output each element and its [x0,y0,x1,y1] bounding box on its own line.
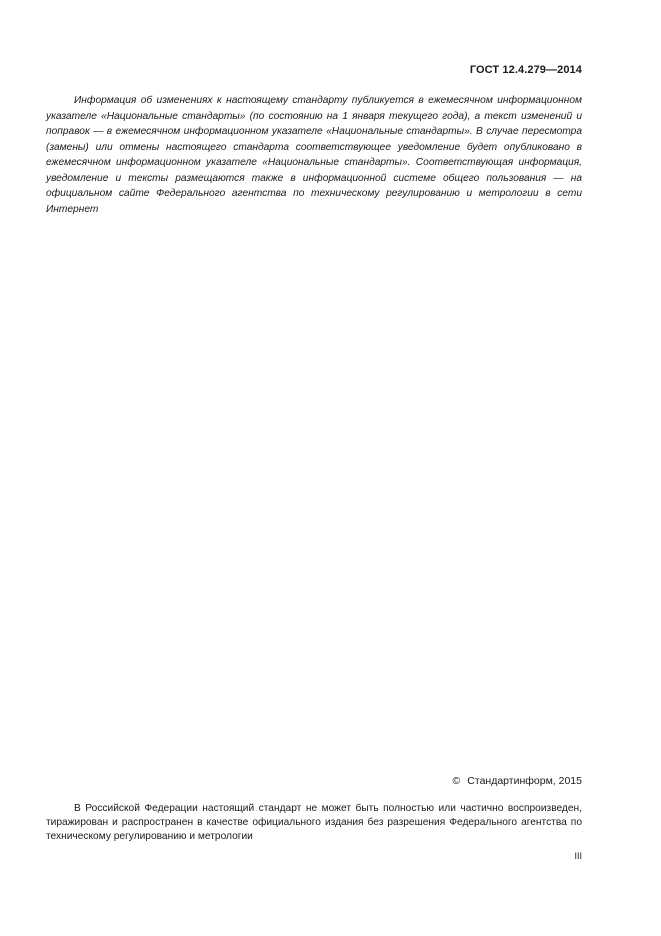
page-number: III [574,851,582,861]
copyright-symbol: © [452,775,461,787]
standard-code: ГОСТ 12.4.279—2014 [469,64,582,76]
reproduction-notice [46,802,582,844]
copyright-line [453,775,582,787]
amendments-notice [46,93,582,217]
copyright-text: Стандартинформ, 2015 [467,775,582,787]
amendments-notice-text: Информация об изменениях к настоящему стандарту публикуется в ежемесячном информационном указателе «Национальные стандарты» (по состоянию на 1 января текущего года), а текст изменений и поправок — в ежемесячном информационном указателе «Национальные стандарты». В случае пересмотра (замены) или отмены настоящего стандарта соответствующее уведомление будет опубликовано в ежемесячном информационном указателе «Национальные стандарты». Соответствующая информация, уведомление и тексты размещаются также в информационной системе общего пользования — на официальном сайте Федерального агентства по техническому регулированию и метрологии в сети Интернет [46,95,582,215]
reproduction-notice-text: В Российской Федерации настоящий стандарт не может быть полностью или частично воспроизведен, тиражирован и распространен в качестве официального издания без разрешения Федерального агентства по техническому регулированию и метрологии [46,803,582,842]
